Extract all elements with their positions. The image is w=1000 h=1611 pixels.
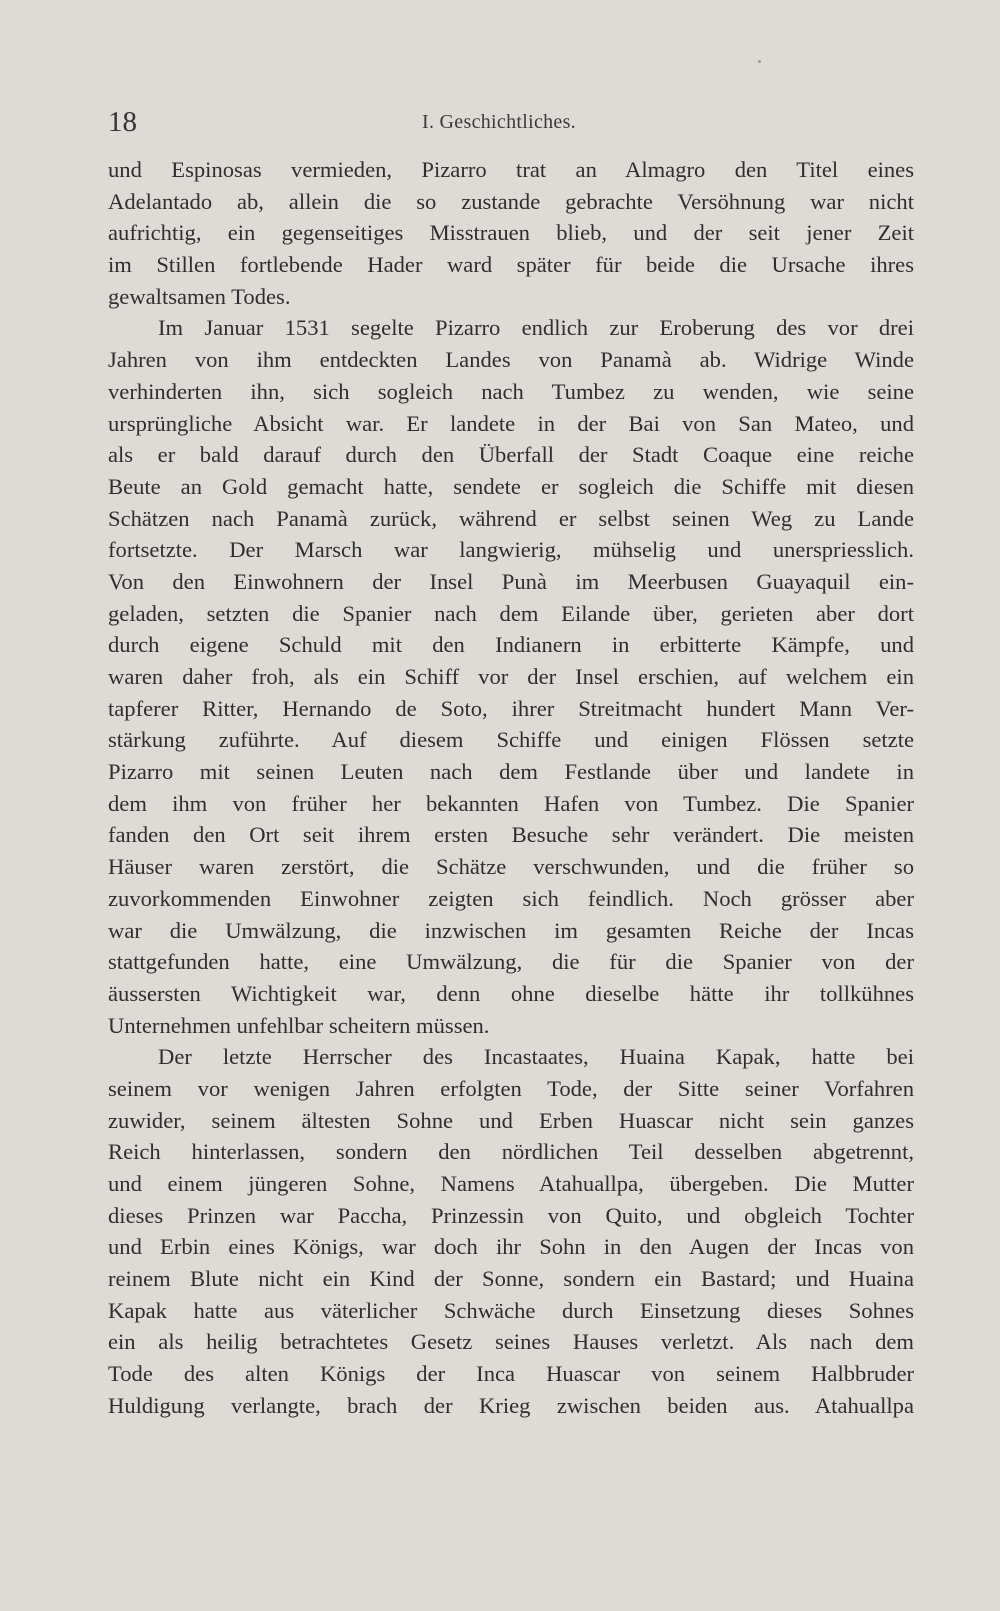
text-line: Der letzte Herrscher des Incastaates, Huaina Kapak, hatte bei bbox=[158, 1044, 914, 1070]
text-line: Schätzen nach Panamà zurück, während er selbst seinen Weg zu Lande bbox=[108, 505, 914, 531]
text-line: Tode des alten Königs der Inca Huascar von seinem Halbbruder bbox=[108, 1361, 914, 1387]
chapter-title: I. Geschichtliches. bbox=[422, 111, 576, 133]
text-line: Unternehmen unfehlbar scheitern müssen. bbox=[108, 1012, 490, 1038]
text-line: Adelantado ab, allein die so zustande gebrachte Versöhnung war nicht bbox=[108, 188, 914, 214]
text-line: Von den Einwohnern der Insel Punà im Meerbusen Guayaquil ein- bbox=[108, 568, 914, 594]
text-line: und Espinosas vermieden, Pizarro trat an Almagro den Titel eines bbox=[108, 157, 914, 182]
text-line: Häuser waren zerstört, die Schätze verschwunden, und die früher so bbox=[108, 854, 914, 880]
text-line: seinem vor wenigen Jahren erfolgten Tode, der Sitte seiner Vorfahren bbox=[108, 1075, 914, 1101]
text-line: äussersten Wichtigkeit war, denn ohne dieselbe hätte ihr tollkühnes bbox=[108, 980, 914, 1006]
text-line: im Stillen fortlebende Hader ward später für beide die Ursache ihres bbox=[108, 252, 914, 278]
text-line: war die Umwälzung, die inzwischen im gesamten Reiche der Incas bbox=[108, 917, 914, 943]
text-line: fortsetzte. Der Marsch war langwierig, mühselig und unerspriesslich. bbox=[108, 537, 914, 563]
text-line: fanden den Ort seit ihrem ersten Besuche sehr verändert. Die meisten bbox=[108, 822, 914, 848]
text-line: ursprüngliche Absicht war. Er landete in der Bai von San Mateo, und bbox=[108, 410, 914, 436]
text-line: und Erbin eines Königs, war doch ihr Sohn in den Augen der Incas von bbox=[108, 1234, 914, 1260]
text-line: geladen, setzten die Spanier nach dem Eilande über, gerieten aber dort bbox=[108, 600, 914, 626]
text-line: ein als heilig betrachtetes Gesetz seines Hauses verletzt. Als nach dem bbox=[108, 1329, 914, 1355]
text-line: waren daher froh, als ein Schiff vor der Insel erschien, auf welchem ein bbox=[108, 664, 914, 689]
text-line: und einem jüngeren Sohne, Namens Atahuallpa, übergeben. Die Mutter bbox=[108, 1171, 914, 1196]
text-line: Reich hinterlassen, sondern den nördlichen Teil desselben abgetrennt, bbox=[108, 1139, 914, 1165]
text-line: reinem Blute nicht ein Kind der Sonne, sondern ein Bastard; und Huaina bbox=[108, 1266, 914, 1292]
text-line: Im Januar 1531 segelte Pizarro endlich zur Eroberung des vor drei bbox=[158, 315, 914, 341]
text-line: aufrichtig, ein gegenseitiges Misstrauen blieb, und der seit jener Zeit bbox=[108, 220, 914, 246]
text-line: dieses Prinzen war Paccha, Prinzessin von Quito, und obgleich Tochter bbox=[108, 1202, 914, 1228]
body-text bbox=[108, 154, 914, 1422]
text-line: verhinderten ihn, sich sogleich nach Tumbez zu wenden, wie seine bbox=[108, 378, 914, 404]
text-line: Jahren von ihm entdeckten Landes von Panamà ab. Widrige Winde bbox=[108, 347, 914, 373]
text-line: Beute an Gold gemacht hatte, sendete er sogleich die Schiffe mit diesen bbox=[108, 473, 914, 499]
text-line: zuvorkommenden Einwohner zeigten sich feindlich. Noch grösser aber bbox=[108, 885, 914, 911]
text-line: stattgefunden hatte, eine Umwälzung, die für die Spanier von der bbox=[108, 949, 914, 975]
page-number: 18 bbox=[108, 106, 137, 138]
text-line: zuwider, seinem ältesten Sohne und Erben Huascar nicht sein ganzes bbox=[108, 1107, 914, 1133]
text-line: Huldigung verlangte, brach der Krieg zwischen beiden aus. Atahuallpa bbox=[108, 1392, 914, 1418]
text-line: dem ihm von früher her bekannten Hafen von Tumbez. Die Spanier bbox=[108, 790, 914, 816]
text-line: tapferer Ritter, Hernando de Soto, ihrer Streitmacht hundert Mann Ver- bbox=[108, 695, 914, 721]
paper-speck bbox=[758, 60, 761, 63]
text-line: als er bald darauf durch den Überfall der Stadt Coaque eine reiche bbox=[108, 442, 914, 468]
text-line: Kapak hatte aus väterlicher Schwäche durch Einsetzung dieses Sohnes bbox=[108, 1297, 914, 1323]
text-line: stärkung zuführte. Auf diesem Schiffe und einigen Flössen setzte bbox=[108, 727, 914, 753]
text-line: Pizarro mit seinen Leuten nach dem Festlande über und landete in bbox=[108, 759, 914, 785]
text-line: durch eigene Schuld mit den Indianern in erbitterte Kämpfe, und bbox=[108, 632, 914, 658]
running-head bbox=[108, 104, 918, 140]
text-line: gewaltsamen Todes. bbox=[108, 283, 291, 309]
